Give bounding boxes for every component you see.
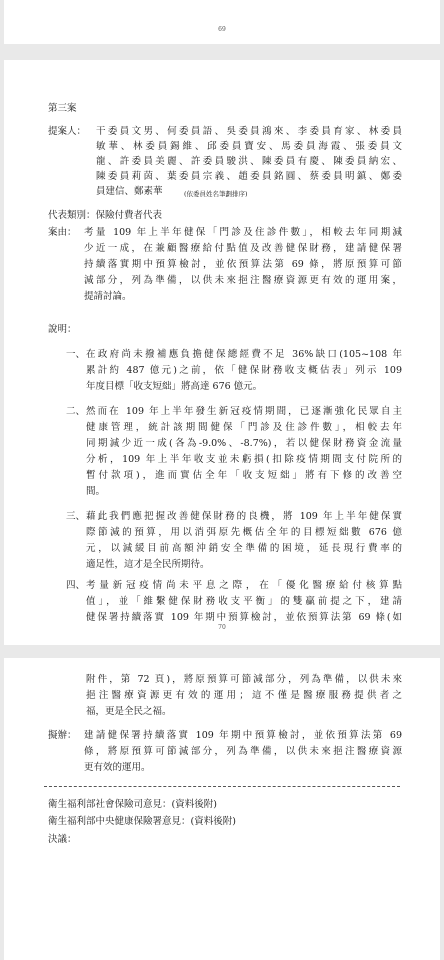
item-marker: 一、 (66, 349, 86, 360)
item-line: 年度目標「收支短絀」將高達 676 億元。 (86, 381, 263, 392)
draft-label: 擬辦： (48, 730, 77, 741)
continued-line: 附件，第 72 頁)，將原預算可節減部分，列為準備，以供未來 (86, 674, 402, 685)
proposer-line: 員建信、鄭素華 (96, 186, 163, 197)
draft-line: 建請健保署持續落實 109 年期中預算檢討，並依預算法第 69 (84, 730, 402, 741)
case-title: 第三案 (48, 103, 77, 114)
item-line: 藉此我們應把握改善健保財務的良機，將 109 年上半年健保實 (86, 511, 402, 522)
item-marker: 四、 (66, 580, 86, 591)
resolution-label: 決議： (48, 834, 77, 845)
item-line: 元，以減緩目前高額沖銷安全準備的困境，延長現行費率的 (86, 543, 402, 554)
subject-label: 案由： (48, 227, 77, 238)
item-line: 適足性，這才是全民所期待。 (86, 559, 210, 570)
page-main (4, 60, 440, 645)
subject-line: 少近一成，在兼顧醫療給付點值及改善健保財務，建請健保署 (84, 243, 402, 254)
page-top (4, 0, 440, 44)
draft-line: 條，將原預算可節減部分，列為準備，以供未來挹注醫療資源 (84, 746, 402, 757)
item-line: 考量新冠疫情尚未平息之際，在「優化醫療給付核算點 (86, 580, 402, 591)
page-bottom (4, 658, 440, 960)
draft-line: 更有效的運用。 (84, 762, 151, 773)
item-line: 然而在 109 年上半年發生新冠疫情期間，已逐漸強化民眾自主 (86, 406, 402, 417)
proposer-label: 提案人： (48, 126, 87, 137)
item-line: 間。 (86, 486, 106, 497)
item-marker: 三、 (66, 511, 86, 522)
subject-line: 提請討論。 (84, 291, 132, 302)
proposers-note: (依委員姓名筆劃排序) (184, 190, 248, 198)
item-marker: 二、 (66, 406, 86, 417)
page-number: 69 (218, 26, 226, 33)
subject-line: 考量 109 年上半年健保「門診及住診件數」，相較去年同期減 (84, 227, 402, 238)
item-line: 健康管理，統計該期間健保「門診及住診件數」，相較去年 (86, 422, 402, 433)
item-line: 在政府尚未撥補應負擔健保總經費不足 36%缺口(105~108 年 (86, 349, 402, 360)
item-line: 暫付款項)，進而實估全年「收支短絀」將有下修的改善空 (86, 470, 402, 481)
item-line: 健保署持續落實 109 年期中預算檢討，並依預算法第 69 條(如 (86, 612, 402, 623)
proposer-line: 敏華、林委員錫維、邱委員寶安、馬委員海霞、張委員文 (96, 141, 402, 152)
item-line: 累計約 487 億元)之前，依「健保財務收支概估表」列示 109 (86, 365, 402, 376)
proposer-line: 龍、許委員美麗、許委員駿洪、陳委員有慶、陳委員納宏、 (96, 156, 402, 167)
item-line: 值」，並「維繫健保財務收支平衡」的雙贏前提之下，建請 (86, 596, 402, 607)
item-line: 分析，109 年上半年收支並未虧損(扣除疫情期間支付院所的 (86, 454, 402, 465)
continued-line: 福，更是全民之福。 (86, 706, 172, 717)
continued-line: 挹注醫療資源更有效的運用；這不僅是醫療服務提供者之 (86, 690, 402, 701)
item-line: 同期減少近一成(各為-9.0%、-8.7%)，若以健保財務資金流量 (86, 438, 402, 449)
item-line: 際節減的預算，用以消弭原先概估全年的目標短絀數 676 億 (86, 527, 402, 538)
category: 代表類別：保險付費者代表 (48, 210, 163, 221)
opinion-line: 衛生福利部中央健康保險署意見：(資料後附) (48, 816, 236, 827)
proposer-line: 陳委員莉茵、葉委員宗義、趙委員銘圓、蔡委員明鎮、鄭委 (96, 171, 402, 182)
opinion-line: 衛生福利部社會保險司意見：(資料後附) (48, 799, 217, 810)
subject-line: 持續落實期中預算檢討，並依預算法第 69 條，將原預算可節 (84, 259, 402, 270)
divider (44, 786, 400, 787)
explanation-label: 說明： (48, 324, 77, 335)
proposer-line: 干委員文男、何委員語、吳委員鴻來、李委員育家、林委員 (96, 126, 402, 137)
subject-line: 減部分，列為準備，以供未來挹注醫療資源更有效的運用案， (84, 275, 402, 286)
page-number: 70 (218, 624, 226, 631)
